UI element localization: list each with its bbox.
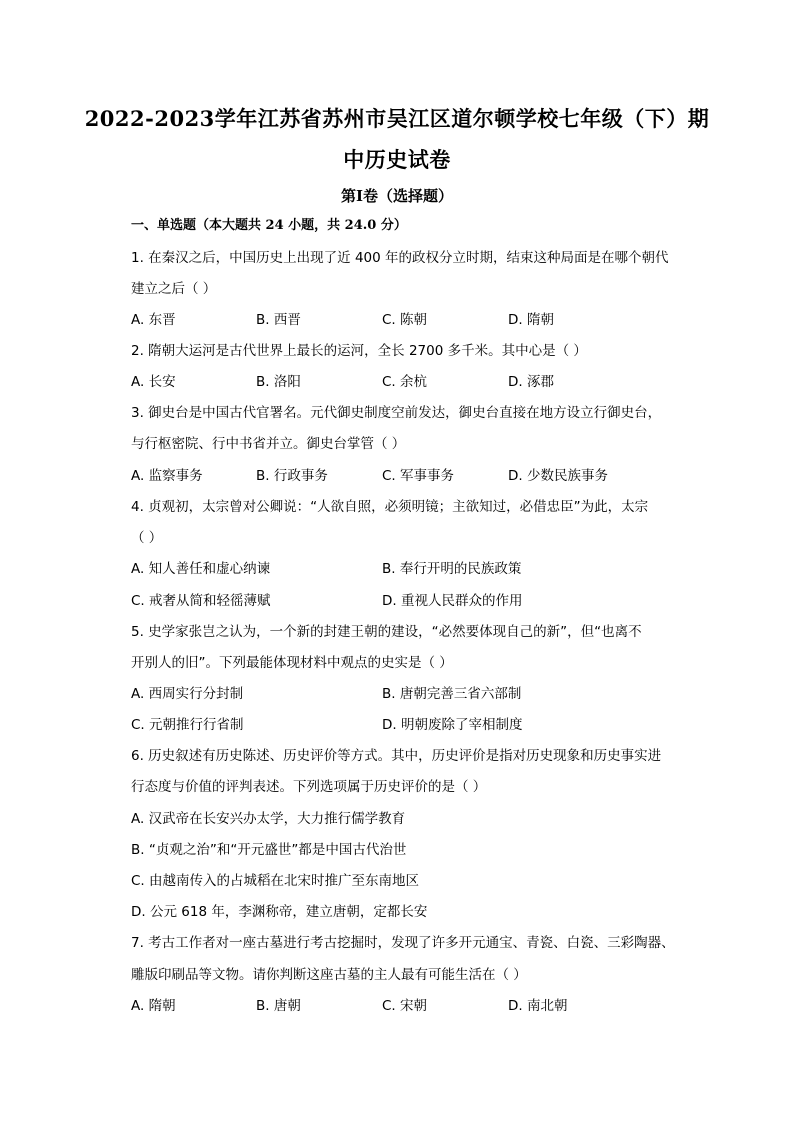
question-4-option-a: A. 知人善任和虚心纳谏 [131, 561, 271, 577]
question-2-option-d: D. 涿郡 [508, 374, 554, 390]
question-5-line-2: 开别人的旧”。下列最能体现材料中观点的史实是（ ） [131, 655, 453, 671]
question-5-line-1: 5. 史学家张岂之认为，一个新的封建王朝的建设，“必然要体现自己的新”，但“也离不 [131, 624, 642, 640]
question-1-line-2: 建立之后（ ） [131, 281, 217, 297]
question-3-option-b: B. 行政事务 [256, 468, 328, 484]
question-7-line-1: 7. 考古工作者对一座古墓进行考古挖掘时，发现了许多开元通宝、青瓷、白瓷、三彩陶器、 [131, 935, 675, 951]
question-6-line-1: 6. 历史叙述有历史陈述、历史评价等方式。其中，历史评价是指对历史现象和历史事实进 [131, 748, 662, 764]
question-7-option-b: B. 唐朝 [256, 998, 301, 1014]
question-4-option-d: D. 重视人民群众的作用 [382, 593, 523, 609]
question-1-line-1: 1. 在秦汉之后，中国历史上出现了近 400 年的政权分立时期，结束这种局面是在哪个朝代 [131, 250, 669, 266]
part-heading: 第I卷（选择题） [340, 187, 454, 205]
question-6-option-b: B. “贞观之治”和“开元盛世”都是中国古代治世 [131, 842, 407, 858]
question-3-line-1: 3. 御史台是中国古代官署名。元代御史制度空前发达，御史台直接在地方设立行御史台， [131, 405, 662, 421]
question-6-option-c: C. 由越南传入的占城稻在北宋时推广至东南地区 [131, 873, 420, 889]
question-2-option-b: B. 洛阳 [256, 374, 301, 390]
question-4-option-b: B. 奉行开明的民族政策 [382, 561, 522, 577]
question-4-line-2: （ ） [131, 530, 163, 546]
question-4-option-c: C. 戒奢从简和轻徭薄赋 [131, 593, 271, 609]
question-3-option-c: C. 军事事务 [382, 468, 455, 484]
question-5-option-d: D. 明朝废除了宰相制度 [382, 717, 523, 733]
question-2-option-c: C. 余杭 [382, 374, 428, 390]
question-2-line-1: 2. 隋朝大运河是古代世界上最长的运河，全长 2700 多千米。其中心是（ ） [131, 343, 587, 359]
question-6-line-2: 行态度与价值的评判表述。下列选项属于历史评价的是（ ） [131, 779, 487, 795]
question-4-line-1: 4. 贞观初，太宗曾对公卿说：“人欲自照，必须明镜；主欲知过，必借忠臣”为此，太宗 [131, 499, 649, 515]
page-title-line2: 中历史试卷 [343, 147, 451, 172]
question-3-option-a: A. 监察事务 [131, 468, 203, 484]
question-1-option-a: A. 东晋 [131, 312, 176, 328]
question-5-option-c: C. 元朝推行行省制 [131, 717, 244, 733]
question-7-option-c: C. 宋朝 [382, 998, 428, 1014]
question-7-line-2: 雕版印刷品等文物。请你判断这座古墓的主人最有可能生活在（ ） [131, 967, 527, 983]
question-7-option-a: A. 隋朝 [131, 998, 176, 1014]
question-6-option-a: A. 汉武帝在长安兴办太学，大力推行儒学教育 [131, 811, 406, 827]
question-1-option-b: B. 西晋 [256, 312, 301, 328]
question-3-option-d: D. 少数民族事务 [508, 468, 608, 484]
question-7-option-d: D. 南北朝 [508, 998, 568, 1014]
question-5-option-b: B. 唐朝完善三省六部制 [382, 686, 522, 702]
question-5-option-a: A. 西周实行分封制 [131, 686, 244, 702]
question-6-option-d: D. 公元 618 年，李渊称帝，建立唐朝，定都长安 [131, 904, 428, 920]
question-2-option-a: A. 长安 [131, 374, 176, 390]
page-title-line1: 2022-2023学年江苏省苏州市吴江区道尔顿学校七年级（下）期 [84, 106, 710, 131]
question-3-line-2: 与行枢密院、行中书省并立。御史台掌管（ ） [131, 436, 406, 452]
question-1-option-c: C. 陈朝 [382, 312, 428, 328]
question-1-option-d: D. 隋朝 [508, 312, 554, 328]
section-heading: 一、单选题（本大题共 24 小题，共 24.0 分） [131, 218, 407, 233]
